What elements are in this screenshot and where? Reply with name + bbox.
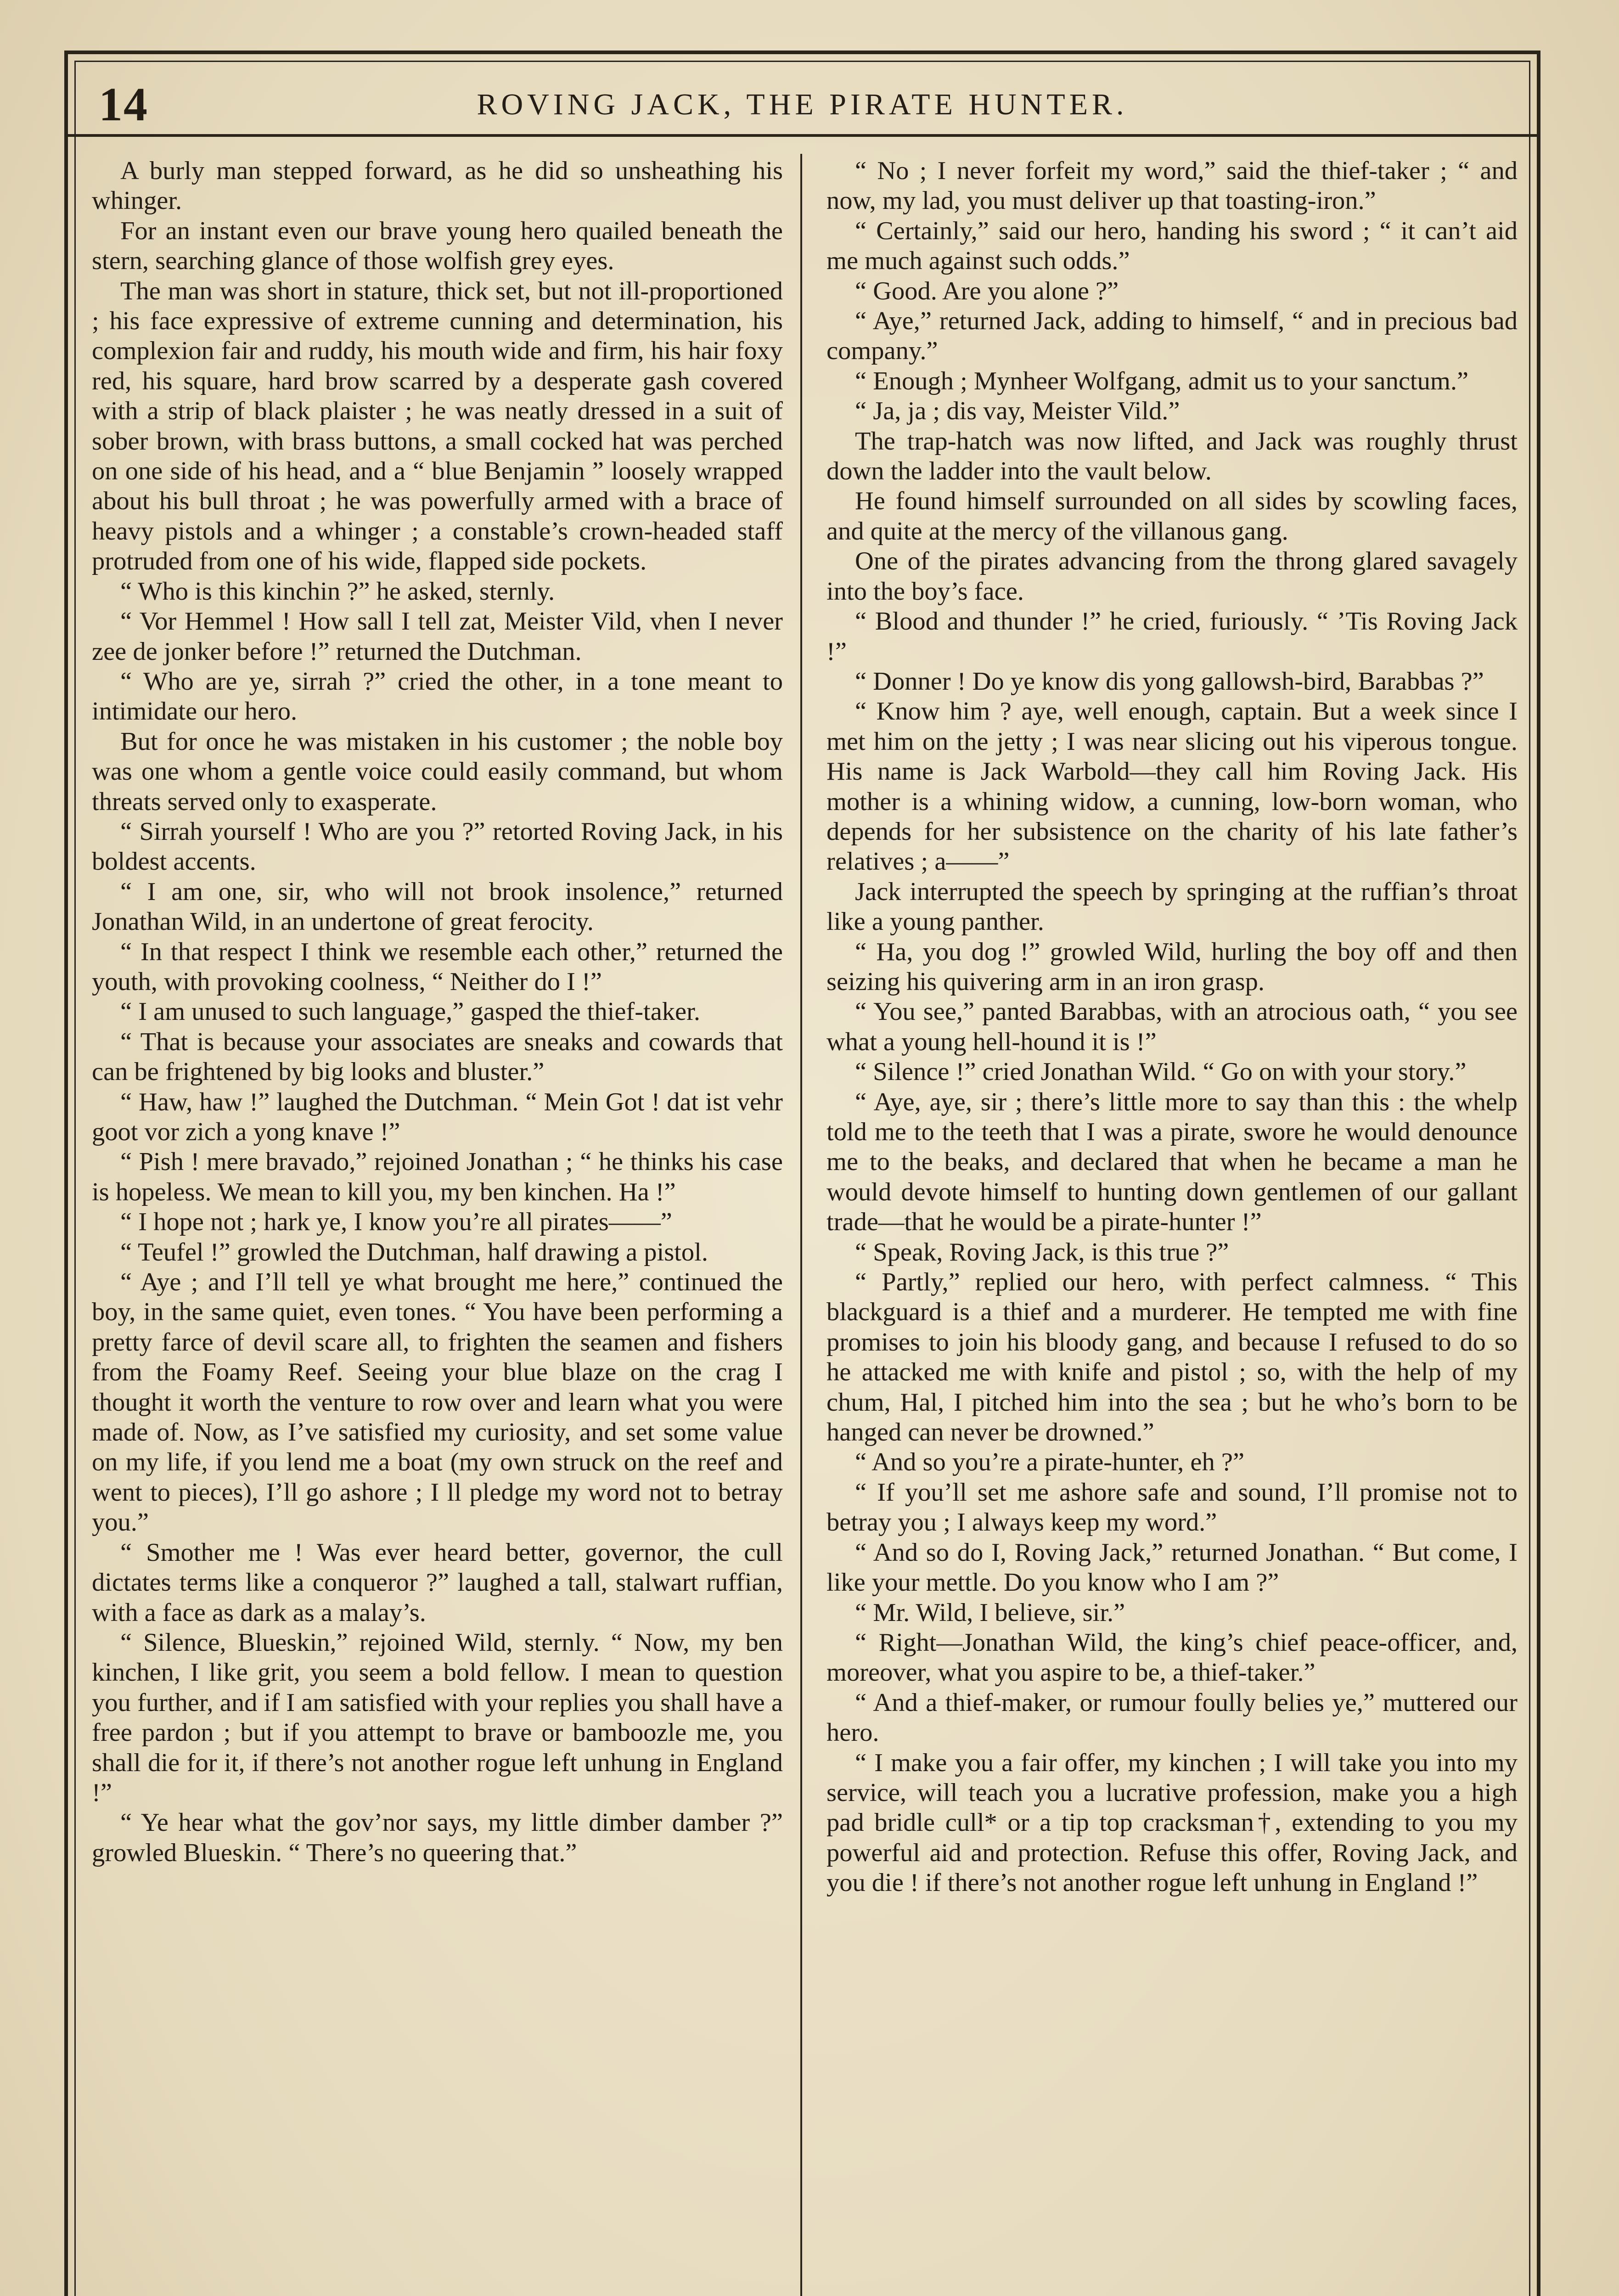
paragraph: “ No ; I never forfeit my word,” said the thief-taker ; “ and now, my lad, you must deliver up that toasting-iron.”	[826, 157, 1518, 215]
paragraph: “ Vor Hemmel ! How sall I tell zat, Meister Vild, vhen I never zee de jonker before !” returned the Dutchman.	[92, 607, 783, 666]
paragraph: “ Who is this kinchin ?” he asked, sternly.	[120, 577, 555, 606]
paragraph: “ Smother me ! Was ever heard better, governor, the cull dictates terms like a conqueror ?” laughed a tall, stalwart ruffian, with a face as dark as a malay’s.	[92, 1538, 783, 1627]
paragraph: “ Good. Are you alone ?”	[855, 276, 1119, 305]
paragraph: “ Silence, Blueskin,” rejoined Wild, sternly. “ Now, my ben kinchen, I like grit, you seem a bold fellow. I mean to question you further, and if I am satisfied with your replies you shall have a free pardon ; but if you attempt to brave or bamboozle me, you shall die for it, if there’s not another rogue left unhung in England !”	[92, 1628, 783, 1807]
paragraph: “ If you’ll set me ashore safe and sound, I’ll promise not to betray you ; I always keep my word.”	[826, 1478, 1518, 1537]
page-header	[64, 69, 1540, 133]
page-number: 14	[99, 78, 148, 131]
paragraph: “ Know him ? aye, well enough, captain. But a week since I met him on the jetty ; I was near slicing out his viperous tongue. His name is Jack Warbold—they call him Roving Jack. His mother is a whining widow, a cunning, low-born woman, who depends for her subsistence on the charity of his late father’s relatives ; a——”	[826, 697, 1518, 876]
paragraph: “ Who are ye, sirrah ?” cried the other, in a tone meant to intimidate our hero.	[92, 667, 783, 726]
paragraph: One of the pirates advancing from the throng glared savagely into the boy’s face.	[826, 547, 1518, 606]
column-divider	[800, 154, 802, 2296]
paragraph: “ And so do I, Roving Jack,” returned Jonathan. “ But come, I like your mettle. Do you know who I am ?”	[826, 1538, 1518, 1597]
paragraph: “ Haw, haw !” laughed the Dutchman. “ Mein Got ! dat ist vehr goot vor zich a yong knave !”	[92, 1087, 783, 1146]
paragraph: “ Ha, you dog !” growled Wild, hurling the boy off and then seizing his quivering arm in an iron grasp.	[826, 937, 1518, 996]
paragraph: “ Blood and thunder !” he cried, furiously. “ ’Tis Roving Jack !”	[826, 607, 1518, 666]
paragraph: “ Aye,” returned Jack, adding to himself, “ and in precious bad company.”	[826, 307, 1518, 366]
paragraph: “ Right—Jonathan Wild, the king’s chief peace-officer, and, moreover, what you aspire to be, a thief-taker.”	[826, 1628, 1518, 1687]
paragraph: “ Ja, ja ; dis vay, Meister Vild.”	[855, 397, 1180, 426]
paragraph: “ And a thief-maker, or rumour foully belies ye,” muttered our hero.	[826, 1688, 1518, 1747]
paragraph: “ You see,” panted Barabbas, with an atrocious oath, “ you see what a young hell-hound it is !”	[826, 997, 1518, 1056]
paragraph: “ Partly,” replied our hero, with perfect calmness. “ This blackguard is a thief and a murderer. He tempted me with fine promises to join his bloody gang, and because I refused to do so he attacked me with knife and pistol ; so, with the help of my chum, Hal, I pitched him into the sea ; but he who’s born to be hanged can never be drowned.”	[826, 1268, 1518, 1447]
paragraph: “ I hope not ; hark ye, I know you’re all pirates——”	[120, 1208, 672, 1237]
paragraph: “ Sirrah yourself ! Who are you ?” retorted Roving Jack, in his boldest accents.	[92, 817, 783, 876]
header-rule	[64, 134, 1540, 137]
paragraph: “ In that respect I think we resemble each other,” returned the youth, with provoking coolness, “ Neither do I !”	[92, 937, 783, 996]
paragraph: For an instant even our brave young hero quailed beneath the stern, searching glance of those wolfish grey eyes.	[92, 216, 783, 276]
paragraph: “ Donner ! Do ye know dis yong gallowsh-bird, Barabbas ?”	[855, 667, 1484, 696]
paragraph: “ Enough ; Mynheer Wolfgang, admit us to your sanctum.”	[855, 366, 1469, 395]
running-title: ROVING JACK, THE PIRATE HUNTER.	[477, 88, 1128, 121]
paragraph: “ I am unused to such language,” gasped the thief-taker.	[120, 997, 700, 1026]
text-column-left	[92, 156, 783, 1868]
paragraph: “ Aye ; and I’ll tell ye what brought me here,” continued the boy, in the same quiet, even tones. “ You have been performing a pretty farce of devil scare all, to frighten the seamen and fishers from the Foamy Reef. Seeing your blue blaze on the crag I thought it worth the venture to row over and learn what you were made of. Now, as I’ve satisfied my curiosity, and set some value on my life, if you lend me a boat (my own struck on the reef and went to pieces), I’ll go ashore ; I ll pledge my word not to betray you.”	[92, 1268, 783, 1537]
paragraph: “ Silence !” cried Jonathan Wild. “ Go on with your story.”	[855, 1058, 1467, 1086]
paragraph: “ Teufel !” growled the Dutchman, half drawing a pistol.	[120, 1238, 708, 1266]
paragraph: But for once he was mistaken in his customer ; the noble boy was one whom a gentle voice could easily command, but whom threats served only to exasperate.	[92, 727, 783, 816]
paragraph: “ Mr. Wild, I believe, sir.”	[855, 1598, 1125, 1627]
text-column-right	[826, 156, 1518, 1898]
paragraph: “ Ye hear what the gov’nor says, my little dimber damber ?” growled Blueskin. “ There’s no queering that.”	[92, 1808, 783, 1867]
paragraph: The trap-hatch was now lifted, and Jack was roughly thrust down the ladder into the vault below.	[826, 427, 1518, 486]
paragraph: “ That is because your associates are sneaks and cowards that can be frightened by big looks and bluster.”	[92, 1027, 783, 1086]
paragraph: The man was short in stature, thick set, but not ill-proportioned ; his face expressive of extreme cunning and determination, his complexion fair and ruddy, his mouth wide and firm, his hair foxy red, his square, hard brow scarred by a desperate gash covered with a strip of black plaister ; he was neatly dressed in a suit of sober brown, with brass buttons, a small cocked hat was perched on one side of his head, and a “ blue Benjamin ” loosely wrapped about his bull throat ; he was powerfully armed with a brace of heavy pistols and a whinger ; a constable’s crown-headed staff protruded from one of his wide, flapped side pockets.	[92, 276, 783, 576]
paragraph: “ And so you’re a pirate-hunter, eh ?”	[855, 1448, 1245, 1477]
paragraph: “ Certainly,” said our hero, handing his sword ; “ it can’t aid me much against such odds.”	[826, 216, 1518, 276]
paragraph: A burly man stepped forward, as he did so unsheathing his whinger.	[92, 157, 783, 215]
paragraph: “ Aye, aye, sir ; there’s little more to say than this : the whelp told me to the teeth that I was a pirate, swore he would denounce me to the beaks, and declared that when he became a man he would devote himself to hunting down gentlemen of our gallant trade—that he would be a pirate-hunter !”	[826, 1087, 1518, 1237]
paragraph: “ I make you a fair offer, my kinchen ; I will take you into my service, will teach you a lucrative profession, make you a high pad bridle cull* or a tip top cracksman†, extending to you my powerful aid and protection. Refuse this offer, Roving Jack, and you die ! if there’s not another rogue left unhung in England !”	[826, 1748, 1518, 1897]
paragraph: “ I am one, sir, who will not brook insolence,” returned Jonathan Wild, in an undertone of great ferocity.	[92, 877, 783, 936]
paragraph: He found himself surrounded on all sides by scowling faces, and quite at the mercy of the villanous gang.	[826, 487, 1518, 546]
paragraph: Jack interrupted the speech by springing at the ruffian’s throat like a young panther.	[826, 877, 1518, 936]
paragraph: “ Pish ! mere bravado,” rejoined Jonathan ; “ he thinks his case is hopeless. We mean to kill you, my ben kinchen. Ha !”	[92, 1148, 783, 1206]
paragraph: “ Speak, Roving Jack, is this true ?”	[855, 1238, 1229, 1266]
